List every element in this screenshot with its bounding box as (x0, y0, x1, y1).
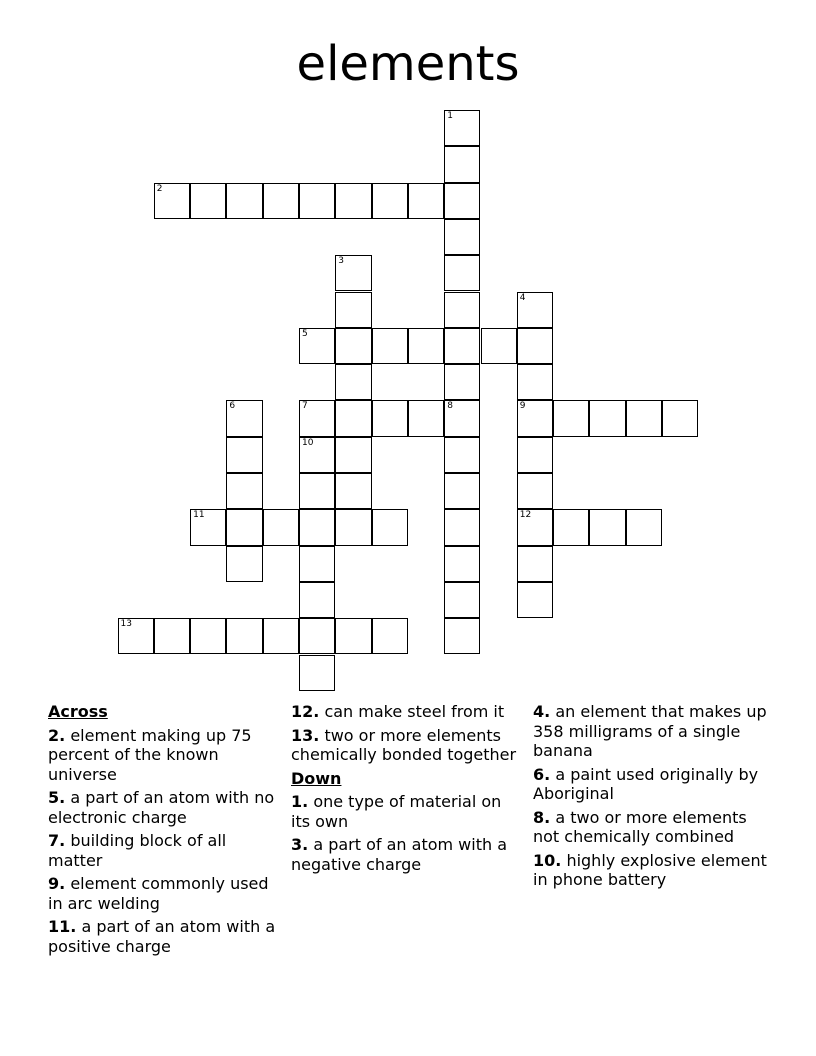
cell-number: 6 (229, 401, 236, 412)
grid-cell[interactable] (626, 400, 662, 436)
grid-cell[interactable] (517, 364, 553, 400)
grid-cell[interactable] (299, 183, 335, 219)
grid-cell[interactable] (517, 328, 553, 364)
cell-number: 5 (302, 328, 308, 339)
grid-cell[interactable] (553, 509, 589, 545)
clues-column-3 (533, 702, 773, 894)
clue-down-6: 6. a paint used originally by Aboriginal (533, 764, 759, 803)
grid-cell[interactable] (444, 473, 480, 509)
cell-number: 8 (447, 401, 453, 412)
grid-cell[interactable] (517, 437, 553, 473)
grid-cell[interactable] (444, 582, 480, 618)
grid-cell[interactable] (226, 473, 262, 509)
grid-cell[interactable] (517, 546, 553, 582)
cell-number: 4 (519, 292, 526, 303)
grid-cell[interactable] (408, 328, 444, 364)
grid-cell[interactable] (372, 400, 408, 436)
grid-cell[interactable] (335, 255, 371, 291)
grid-cell[interactable] (335, 292, 371, 328)
cell-number: 11 (193, 510, 205, 521)
grid-cell[interactable] (118, 618, 154, 654)
clue-down-3: 3. a part of an atom with a negative charge (291, 835, 508, 874)
clue-across-7: 7. building block of all matter (48, 831, 227, 870)
grid-cell[interactable] (408, 183, 444, 219)
grid-cell[interactable] (444, 546, 480, 582)
grid-cell[interactable] (263, 618, 299, 654)
grid-cell[interactable] (444, 219, 480, 255)
grid-cell[interactable] (444, 255, 480, 291)
grid-cell[interactable] (226, 183, 262, 219)
cell-number: 2 (156, 183, 163, 194)
grid-cell[interactable] (299, 582, 335, 618)
grid-cell[interactable] (335, 400, 371, 436)
grid-cell[interactable] (444, 146, 480, 182)
grid-cell[interactable] (662, 400, 698, 436)
grid-cell[interactable] (444, 110, 480, 146)
grid-cell[interactable] (154, 618, 190, 654)
grid-cell[interactable] (444, 509, 480, 545)
cell-number: 9 (519, 401, 526, 412)
grid-cell[interactable] (299, 655, 335, 691)
grid-cell[interactable] (154, 183, 190, 219)
down-heading: Down (291, 768, 342, 788)
grid-cell[interactable] (226, 546, 262, 582)
cell-number: 12 (519, 510, 532, 521)
clue-across-2: 2. element making up 75 percent of the known universe (48, 725, 252, 784)
clue-down-8: 8. a two or more elements not chemically combined (533, 807, 747, 846)
grid-cell[interactable] (517, 509, 553, 545)
grid-cell[interactable] (335, 509, 371, 545)
clues-column-1 (48, 702, 284, 960)
grid-cell[interactable] (444, 292, 480, 328)
grid-cell[interactable] (372, 618, 408, 654)
grid-cell[interactable] (444, 183, 480, 219)
grid-cell[interactable] (263, 183, 299, 219)
grid-cell[interactable] (372, 509, 408, 545)
grid-cell[interactable] (226, 437, 262, 473)
grid-cell[interactable] (299, 546, 335, 582)
grid-cell[interactable] (263, 509, 299, 545)
grid-cell[interactable] (589, 509, 625, 545)
grid-cell[interactable] (335, 183, 371, 219)
grid-cell[interactable] (517, 292, 553, 328)
clue-across-5: 5. a part of an atom with no electronic charge (48, 788, 275, 827)
grid-cell[interactable] (444, 328, 480, 364)
grid-cell[interactable] (517, 473, 553, 509)
clue-across-9: 9. element commonly used in arc welding (48, 874, 269, 913)
grid-cell[interactable] (335, 364, 371, 400)
cell-number: 10 (302, 437, 314, 448)
grid-cell[interactable] (372, 328, 408, 364)
clue-across-12: 12. can make steel from it (291, 702, 505, 721)
grid-cell[interactable] (299, 618, 335, 654)
grid-cell[interactable] (190, 618, 226, 654)
grid-cell[interactable] (517, 400, 553, 436)
grid-cell[interactable] (299, 400, 335, 436)
grid-cell[interactable] (444, 364, 480, 400)
grid-cell[interactable] (444, 618, 480, 654)
grid-cell[interactable] (408, 400, 444, 436)
grid-cell[interactable] (553, 400, 589, 436)
grid-cell[interactable] (335, 328, 371, 364)
grid-cell[interactable] (372, 183, 408, 219)
grid-cell[interactable] (517, 582, 553, 618)
grid-cell[interactable] (190, 183, 226, 219)
grid-cell[interactable] (299, 509, 335, 545)
puzzle-title: elements (296, 36, 520, 92)
grid-cell[interactable] (299, 328, 335, 364)
cell-number: 13 (120, 619, 132, 630)
grid-cell[interactable] (335, 473, 371, 509)
grid-cell[interactable] (444, 400, 480, 436)
grid-cell[interactable] (299, 473, 335, 509)
cell-number: 1 (447, 111, 453, 121)
across-heading: Across (48, 702, 108, 721)
clue-down-1: 1. one type of material on its own (291, 792, 502, 831)
grid-cell[interactable] (481, 328, 517, 364)
grid-cell[interactable] (226, 400, 262, 436)
grid-cell[interactable] (335, 437, 371, 473)
grid-cell[interactable] (190, 509, 226, 545)
grid-cell[interactable] (626, 509, 662, 545)
clue-down-10: 10. highly explosive element in phone battery (533, 850, 767, 889)
clue-across-11: 11. a part of an atom with a positive charge (48, 917, 276, 956)
grid-cell[interactable] (589, 400, 625, 436)
grid-cell[interactable] (226, 618, 262, 654)
clue-across-13: 13. two or more elements chemically bonded together (291, 725, 517, 764)
cell-number: 7 (302, 401, 308, 412)
cell-number: 3 (338, 256, 345, 267)
clues-column-2 (291, 702, 523, 878)
grid-cell[interactable] (226, 509, 262, 545)
grid-cell[interactable] (299, 437, 335, 473)
grid-cell[interactable] (444, 437, 480, 473)
clue-down-4: 4. an element that makes up 358 milligrams of a single banana (533, 702, 767, 760)
grid-cell[interactable] (335, 618, 371, 654)
